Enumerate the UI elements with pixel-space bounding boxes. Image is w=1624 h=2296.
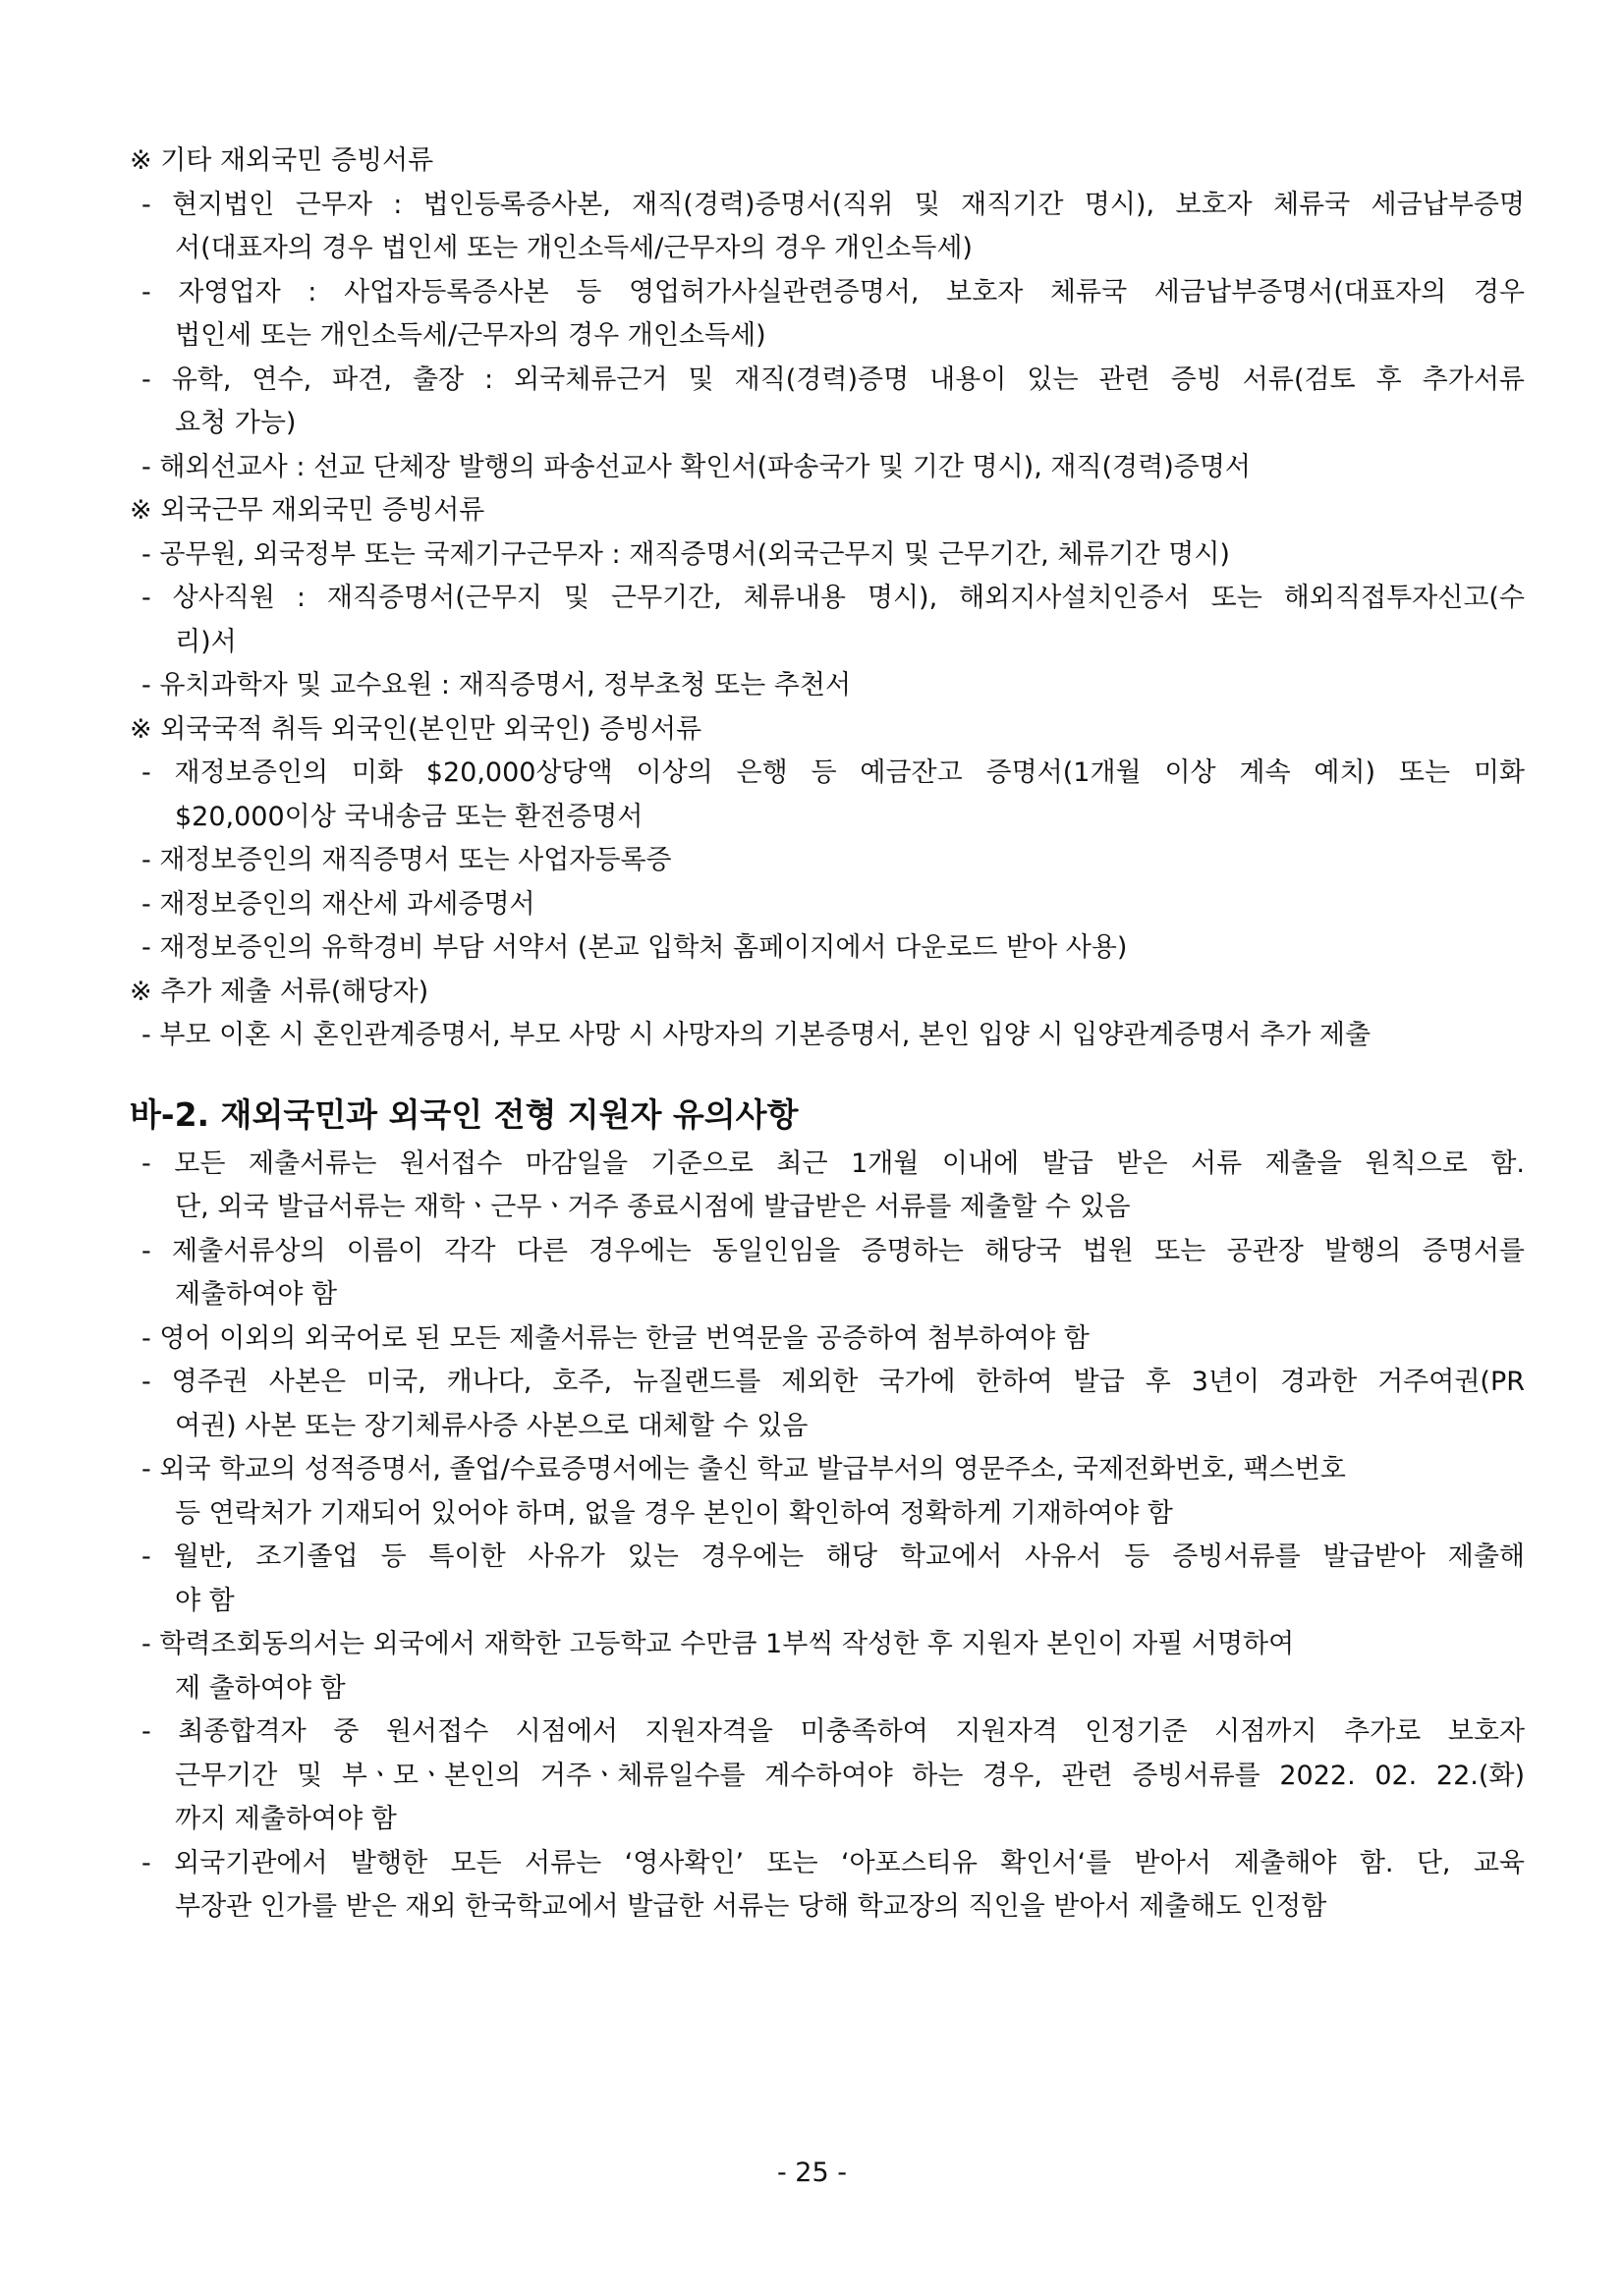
list-item-continuation: 근무기간 및 부ㆍ모ㆍ본인의 거주ㆍ체류일수를 계수하여야 하는 경우, 관련 증빙서류를 2022. 02. 22.(화): [175, 1760, 1525, 1791]
list-item: - 유학, 연수, 파견, 출장 : 외국체류근거 및 재직(경력)증명 내용이 있는 관련 증빙 서류(검토 후 추가서류: [141, 364, 1525, 395]
list-item: - 외국 학교의 성적증명서, 졸업/수료증명서에는 출신 학교 발급부서의 영문주소, 국제전화번호, 팩스번호: [141, 1454, 1346, 1484]
list-item: - 월반, 조기졸업 등 특이한 사유가 있는 경우에는 해당 학교에서 사유서 등 증빙서류를 발급받아 제출해: [141, 1541, 1525, 1572]
list-item-continuation: 까지 제출하여야 함: [175, 1804, 397, 1834]
eligibility-documents-list: [130, 140, 1525, 1058]
list-item-continuation: 서(대표자의 경우 법인세 또는 개인소득세/근무자의 경우 개인소득세): [175, 233, 973, 263]
list-item-continuation: 리)서: [175, 626, 237, 657]
list-item-continuation: 여권) 사본 또는 장기체류사증 사본으로 대체할 수 있음: [175, 1410, 809, 1441]
list-item: - 재정보증인의 재직증명서 또는 사업자등록증: [141, 845, 672, 875]
list-item: - 공무원, 외국정부 또는 국제기구근무자 : 재직증명서(외국근무지 및 근무기간, 체류기간 명시): [141, 538, 1230, 570]
list-item: - 재정보증인의 재산세 과세증명서: [141, 888, 535, 920]
list-item: - 최종합격자 중 원서접수 시점에서 지원자격을 미충족하여 지원자격 인정기준 시점까지 추가로 보호자: [141, 1716, 1525, 1747]
list-item-continuation: $20,000이상 국내송금 또는 환전증명서: [175, 801, 644, 832]
list-item: - 유치과학자 및 교수요원 : 재직증명서, 정부초청 또는 추천서: [141, 670, 852, 700]
list-item: - 학력조회동의서는 외국에서 재학한 고등학교 수만큼 1부씩 작성한 후 지원자 본인이 자필 서명하여: [141, 1629, 1295, 1659]
list-item: - 외국기관에서 발행한 모든 서류는 ‘영사확인’ 또는 ‘아포스티유 확인서‘를 받아서 제출해야 함. 단, 교육: [141, 1847, 1525, 1878]
page-content: [130, 140, 1525, 1930]
list-item-continuation: 등 연락처가 기재되어 있어야 하며, 없을 경우 본인이 확인하여 정확하게 기재하여야 함: [175, 1497, 1173, 1529]
list-item: - 해외선교사 : 선교 단체장 발행의 파송선교사 확인서(파송국가 및 기간 명시), 재직(경력)증명서: [141, 451, 1251, 482]
note-heading: ※ 외국국적 취득 외국인(본인만 외국인) 증빙서류: [130, 713, 702, 745]
list-item-continuation: 부장관 인가를 받은 재외 한국학교에서 발급한 서류는 당해 학교장의 직인을 받아서 제출해도 인정함: [175, 1891, 1327, 1922]
note-heading: ※ 기타 재외국민 증빙서류: [130, 145, 434, 176]
note-heading: ※ 추가 제출 서류(해당자): [130, 976, 429, 1007]
list-item: - 제출서류상의 이름이 각각 다른 경우에는 동일인임을 증명하는 해당국 법원 또는 공관장 발행의 증명서를: [141, 1235, 1525, 1266]
list-item: - 모든 제출서류는 원서접수 마감일을 기준으로 최근 1개월 이내에 발급 받은 서류 제출을 원칙으로 함.: [141, 1148, 1525, 1179]
list-item: - 부모 이혼 시 혼인관계증명서, 부모 사망 시 사망자의 기본증명서, 본인 입양 시 입양관계증명서 추가 제출: [141, 1020, 1372, 1050]
list-item: - 재정보증인의 미화 $20,000상당액 이상의 은행 등 예금잔고 증명서(1개월 이상 계속 예치) 또는 미화: [141, 757, 1525, 788]
list-item-continuation: 제 출하여야 함: [175, 1672, 346, 1704]
list-item: - 현지법인 근무자 : 법인등록증사본, 재직(경력)증명서(직위 및 재직기간 명시), 보호자 체류국 세금납부증명: [141, 189, 1525, 220]
list-item: - 재정보증인의 유학경비 부담 서약서 (본교 입학처 홈페이지에서 다운로드 받아 사용): [141, 932, 1128, 963]
list-item: - 상사직원 : 재직증명서(근무지 및 근무기간, 체류내용 명시), 해외지사설치인증서 또는 해외직접투자신고(수: [141, 583, 1525, 613]
list-item-continuation: 법인세 또는 개인소득세/근무자의 경우 개인소득세): [175, 320, 766, 351]
list-item: - 영어 이외의 외국어로 된 모든 제출서류는 한글 번역문을 공증하여 첨부하여야 함: [141, 1322, 1090, 1354]
list-item-continuation: 야 함: [175, 1585, 235, 1616]
list-item-continuation: 제출하여야 함: [175, 1279, 338, 1310]
applicant-notes-list: [130, 1143, 1525, 1930]
page-number: - 25 -: [776, 2157, 847, 2188]
list-item: - 자영업자 : 사업자등록증사본 등 영업허가사실관련증명서, 보호자 체류국 세금납부증명서(대표자의 경우: [141, 276, 1525, 308]
list-item: - 영주권 사본은 미국, 캐나다, 호주, 뉴질랜드를 제외한 국가에 한하여 발급 후 3년이 경과한 거주여권(PR: [141, 1367, 1525, 1397]
list-item-continuation: 단, 외국 발급서류는 재학ㆍ근무ㆍ거주 종료시점에 발급받은 서류를 제출할 수 있음: [175, 1192, 1131, 1222]
section-heading: 바-2. 재외국민과 외국인 전형 지원자 유의사항: [130, 1094, 799, 1134]
note-heading: ※ 외국근무 재외국민 증빙서류: [130, 495, 485, 526]
list-item-continuation: 요청 가능): [175, 408, 297, 438]
